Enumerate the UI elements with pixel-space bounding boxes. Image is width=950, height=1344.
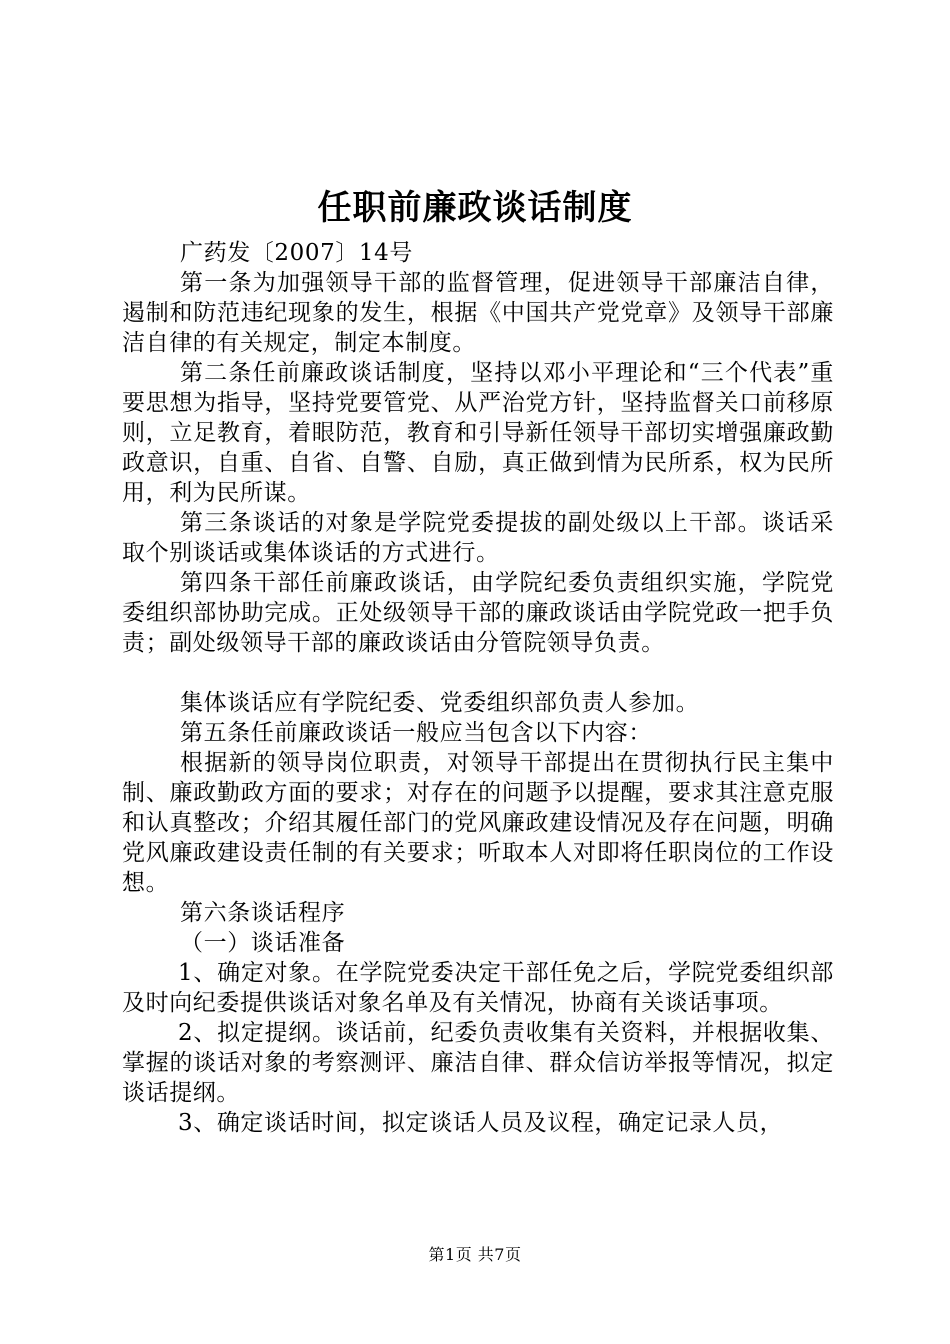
document-body <box>122 238 834 1138</box>
step-2-paragraph: 2、拟定提纲。谈话前，纪委负责收集有关资料，并根据收集、掌握的谈话对象的考察测评、廉洁自律、群众信访举报等情况，拟定谈话提纲。 <box>122 1020 834 1106</box>
article-3-paragraph: 第三条谈话的对象是学院党委提拔的副处级以上干部。谈话采取个别谈话或集体谈话的方式进行。 <box>122 510 834 566</box>
talk-content-paragraph: 根据新的领导岗位职责，对领导干部提出在贯彻执行民主集中制、廉政勤政方面的要求；对存在的问题予以提醒，要求其注意克服和认真整改；介绍其履任部门的党风廉政建设情况及存在问题，明确党风廉政建设责任制的有关要求；听取本人对即将任职岗位的工作设想。 <box>122 750 834 896</box>
step-3-paragraph: 3、确定谈话时间，拟定谈话人员及议程，确定记录人员， <box>178 1110 784 1136</box>
step-1-paragraph: 1、确定对象。在学院党委决定干部任免之后，学院党委组织部及时向纪委提供谈话对象名单及有关情况，协商有关谈话事项。 <box>122 960 834 1016</box>
article-4-paragraph: 第四条干部任前廉政谈话，由学院纪委负责组织实施，学院党委组织部协助完成。正处级领导干部的廉政谈话由学院党政一把手负责；副处级领导干部的廉政谈话由分管院领导负责。 <box>122 570 834 656</box>
document-title: 任职前廉政谈话制度 <box>317 188 633 228</box>
article-5-paragraph: 第五条任前廉政谈话一般应当包含以下内容： <box>180 720 652 746</box>
collective-talk-paragraph: 集体谈话应有学院纪委、党委组织部负责人参加。 <box>180 690 700 716</box>
article-1-paragraph: 第一条为加强领导干部的监督管理，促进领导干部廉洁自律，遏制和防范违纪现象的发生，根据《中国共产党党章》及领导干部廉洁自律的有关规定，制定本制度。 <box>122 270 834 356</box>
article-6-paragraph: 第六条谈话程序 <box>180 900 346 926</box>
section-talk-preparation: （一）谈话准备 <box>180 930 346 956</box>
article-2-paragraph: 第二条任前廉政谈话制度，坚持以邓小平理论和“三个代表”重要思想为指导，坚持党要管党、从严治党方针，坚持监督关口前移原则，立足教育，着眼防范，教育和引导新任领导干部切实增强廉政勤政意识，自重、自省、自警、自励，真正做到情为民所系，权为民所用，利为民所谋。 <box>122 360 834 506</box>
page-footer: 第1页 共7页 <box>428 1245 522 1264</box>
document-number: 广药发〔2007〕14号 <box>180 240 413 266</box>
